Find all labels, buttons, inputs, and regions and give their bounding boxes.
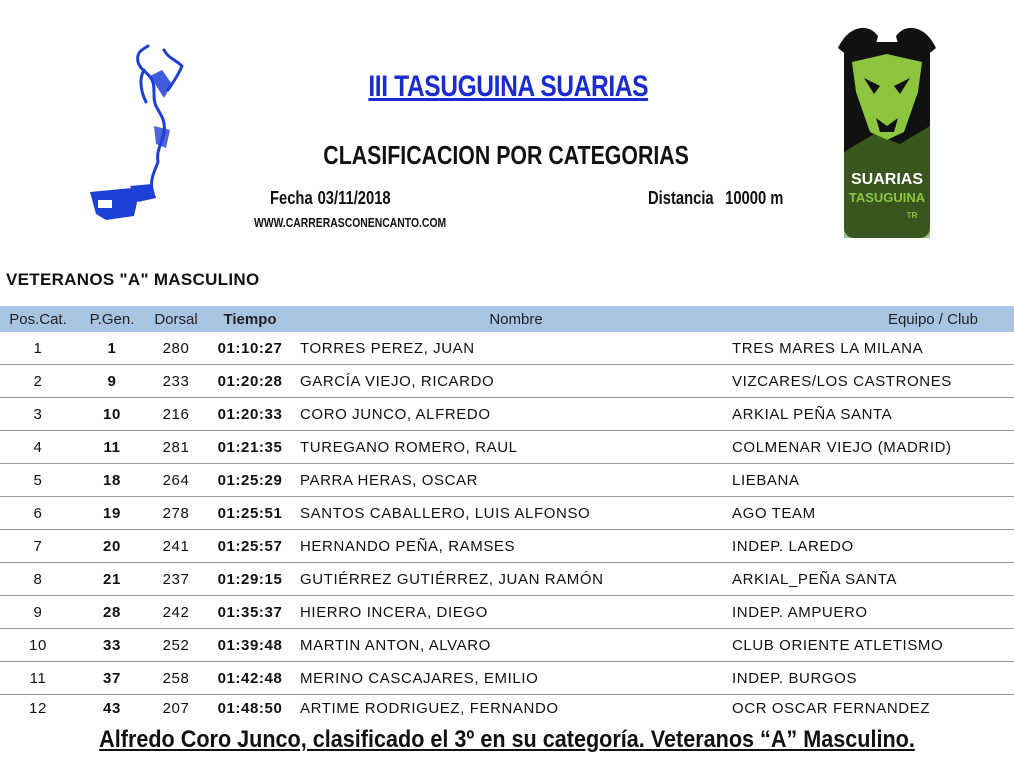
page-subtitle: CLASIFICACION POR CATEGORIAS — [323, 140, 689, 170]
cell-dorsal: 241 — [148, 530, 204, 563]
header-dorsal: Dorsal — [148, 306, 204, 332]
header-nombre: Nombre — [296, 306, 732, 332]
cell-nombre: TUREGANO ROMERO, RAUL — [296, 431, 732, 464]
cell-equipo: COLMENAR VIEJO (MADRID) — [732, 431, 1014, 464]
cell-tiempo: 01:20:33 — [204, 398, 296, 431]
cell-pos-cat: 9 — [0, 596, 76, 629]
header-equipo: Equipo / Club — [732, 306, 1014, 332]
table-header-row — [0, 306, 1014, 332]
cell-nombre: TORRES PEREZ, JUAN — [296, 332, 732, 365]
cell-equipo: INDEP. BURGOS — [732, 662, 1014, 695]
cell-tiempo: 01:20:28 — [204, 365, 296, 398]
logo-text-tr: TR — [906, 211, 918, 220]
cell-dorsal: 237 — [148, 563, 204, 596]
cell-nombre: PARRA HERAS, OSCAR — [296, 464, 732, 497]
table-row — [0, 629, 1014, 662]
cell-dorsal: 252 — [148, 629, 204, 662]
header-tiempo: Tiempo — [204, 306, 296, 332]
logo-text-suarias: SUARIAS — [850, 171, 924, 188]
cell-dorsal: 280 — [148, 332, 204, 365]
logo-text-tasuguina: TASUGUINA — [848, 190, 926, 205]
cell-dorsal: 264 — [148, 464, 204, 497]
cell-equipo: OCR OSCAR FERNANDEZ — [732, 699, 931, 717]
cell-equipo: AGO TEAM — [732, 497, 1014, 530]
cell-p-gen: 21 — [76, 563, 148, 596]
cell-pos-cat: 4 — [0, 431, 76, 464]
category-heading: VETERANOS "A" MASCULINO — [6, 270, 260, 289]
cell-nombre: GARCÍA VIEJO, RICARDO — [296, 365, 732, 398]
cell-dorsal: 216 — [148, 398, 204, 431]
header-p-gen: P.Gen. — [76, 306, 148, 332]
cell-p-gen: 20 — [76, 530, 148, 563]
cell-dorsal: 278 — [148, 497, 204, 530]
cell-dorsal: 242 — [148, 596, 204, 629]
website-text: WWW.CARRERASCONENCANTO.COM — [254, 215, 447, 230]
cell-nombre: HIERRO INCERA, DIEGO — [296, 596, 732, 629]
cell-dorsal: 233 — [148, 365, 204, 398]
cell-equipo: CLUB ORIENTE ATLETISMO — [732, 629, 1014, 662]
page-title: III TASUGUINA SUARIAS — [368, 70, 649, 103]
cell-pos-cat: 8 — [0, 563, 76, 596]
table-row — [0, 398, 1014, 431]
cell-tiempo: 01:29:15 — [204, 563, 296, 596]
cell-equipo: LIEBANA — [732, 464, 1014, 497]
date-block — [270, 188, 396, 209]
table-row — [0, 365, 1014, 398]
distancia-label: Distancia — [648, 188, 714, 208]
cell-nombre: MARTIN ANTON, ALVARO — [296, 629, 732, 662]
results-body — [0, 332, 1014, 721]
photo-caption: Alfredo Coro Junco, clasificado el 3º en su categoría. Veteranos “A” Masculino. — [99, 726, 915, 753]
cell-nombre: MERINO CASCAJARES, EMILIO — [296, 662, 732, 695]
header-pos-cat: Pos.Cat. — [0, 306, 76, 332]
cell-p-gen: 9 — [76, 365, 148, 398]
cell-p-gen: 11 — [76, 431, 148, 464]
cell-equipo: TRES MARES LA MILANA — [732, 332, 1014, 365]
cell-equipo: ARKIAL_PEÑA SANTA — [732, 563, 1014, 596]
cell-nombre: ARTIME RODRIGUEZ, FERNANDO — [300, 699, 559, 717]
table-row — [0, 662, 1014, 695]
cell-p-gen: 1 — [76, 332, 148, 365]
cell-tiempo: 01:35:37 — [204, 596, 296, 629]
fecha-value: 03/11/2018 — [317, 188, 391, 208]
cell-tiempo: 01:10:27 — [204, 332, 296, 365]
table-row — [0, 695, 1014, 722]
goat-head-logo — [834, 22, 940, 240]
cell-pos-cat: 2 — [0, 365, 76, 398]
fecha-label: Fecha — [270, 188, 313, 208]
cell-p-gen: 33 — [76, 629, 148, 662]
cell-p-gen: 19 — [76, 497, 148, 530]
cell-nombre: HERNANDO PEÑA, RAMSES — [296, 530, 732, 563]
cell-p-gen: 18 — [76, 464, 148, 497]
cell-pos-cat: 5 — [0, 464, 76, 497]
table-row — [0, 431, 1014, 464]
cell-nombre: SANTOS CABALLERO, LUIS ALFONSO — [296, 497, 732, 530]
distancia-value: 10000 m — [725, 188, 784, 208]
cell-dorsal: 207 — [162, 699, 190, 717]
cell-nombre: GUTIÉRREZ GUTIÉRREZ, JUAN RAMÓN — [296, 563, 732, 596]
cell-pos-cat: 7 — [0, 530, 76, 563]
cell-tiempo: 01:25:29 — [204, 464, 296, 497]
cell-p-gen: 10 — [76, 398, 148, 431]
cell-tiempo: 01:42:48 — [204, 662, 296, 695]
cell-tiempo: 01:25:51 — [204, 497, 296, 530]
cell-p-gen: 37 — [76, 662, 148, 695]
runner-sculpture-logo — [86, 40, 196, 230]
cell-pos-cat: 1 — [0, 332, 76, 365]
cell-equipo: INDEP. AMPUERO — [732, 596, 1014, 629]
cell-dorsal: 281 — [148, 431, 204, 464]
cell-tiempo: 01:39:48 — [204, 629, 296, 662]
cell-tiempo: 01:21:35 — [204, 431, 296, 464]
cell-pos-cat: 3 — [0, 398, 76, 431]
cell-pos-cat: 11 — [0, 662, 76, 695]
cell-pos-cat: 6 — [0, 497, 76, 530]
table-row — [0, 596, 1014, 629]
cell-p-gen: 43 — [103, 699, 121, 717]
cell-equipo: INDEP. LAREDO — [732, 530, 1014, 563]
table-row — [0, 497, 1014, 530]
results-table — [0, 306, 1014, 721]
cell-dorsal: 258 — [148, 662, 204, 695]
cell-pos-cat: 10 — [0, 629, 76, 662]
cell-p-gen: 28 — [76, 596, 148, 629]
table-row — [0, 332, 1014, 365]
cell-tiempo: 01:25:57 — [204, 530, 296, 563]
distance-block — [648, 188, 795, 209]
cell-pos-cat: 12 — [29, 699, 47, 717]
table-row — [0, 530, 1014, 563]
cell-nombre: CORO JUNCO, ALFREDO — [296, 398, 732, 431]
table-row — [0, 563, 1014, 596]
table-row — [0, 464, 1014, 497]
cell-equipo: ARKIAL PEÑA SANTA — [732, 398, 1014, 431]
cell-tiempo: 01:48:50 — [217, 699, 283, 717]
cell-equipo: VIZCARES/LOS CASTRONES — [732, 365, 1014, 398]
